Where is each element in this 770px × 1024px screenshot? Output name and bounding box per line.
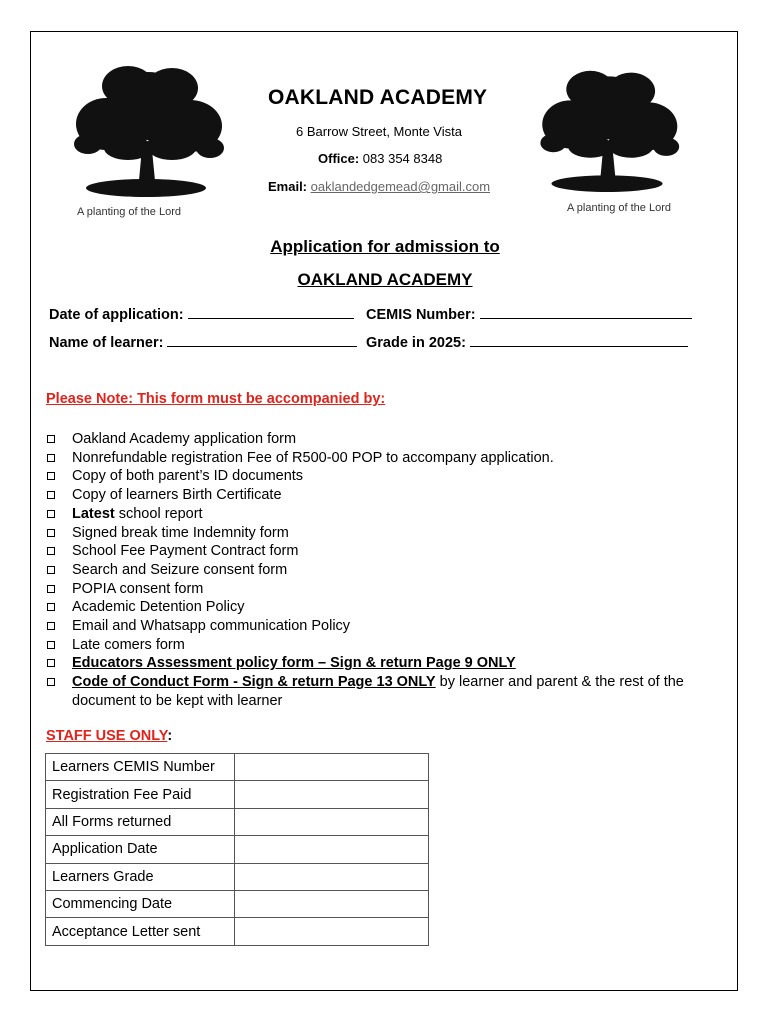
email-link[interactable]: oaklandedgemead@gmail.com	[310, 179, 491, 194]
table-row-value[interactable]	[235, 918, 429, 945]
table-row-value[interactable]	[235, 890, 429, 917]
checklist-item	[47, 505, 727, 524]
table-row	[46, 863, 429, 890]
school-name: OAKLAND ACADEMY	[268, 86, 488, 109]
checkbox-icon[interactable]	[47, 622, 55, 630]
form-title-line2: OAKLAND ACADEMY	[297, 270, 473, 289]
checklist-item	[47, 654, 727, 673]
checkbox-icon[interactable]	[47, 435, 55, 443]
table-row-value[interactable]	[235, 754, 429, 781]
checkbox-icon[interactable]	[47, 491, 55, 499]
table-row-value[interactable]	[235, 863, 429, 890]
staff-use-table	[45, 753, 429, 946]
checkbox-icon[interactable]	[47, 510, 55, 518]
checkbox-icon[interactable]	[47, 472, 55, 480]
date-of-application-field[interactable]	[188, 304, 354, 319]
date-of-application-label: Date of application:	[49, 307, 184, 323]
checklist-item-label: Oakland Academy application form	[72, 431, 297, 447]
checkbox-icon[interactable]	[47, 585, 55, 593]
school-address: 6 Barrow Street, Monte Vista	[296, 124, 462, 139]
requirements-checklist	[47, 430, 727, 711]
table-row	[46, 808, 429, 835]
checklist-item-emphasis: Code of Conduct Form - Sign & return Page 13 ONLY	[72, 674, 436, 691]
checkbox-icon[interactable]	[47, 566, 55, 574]
checklist-item	[47, 598, 727, 617]
staff-use-heading	[46, 728, 172, 744]
oak-tree-logo-left	[68, 56, 228, 204]
checkbox-icon[interactable]	[47, 529, 55, 537]
grade-field[interactable]	[470, 332, 688, 347]
checklist-item-label: POPIA consent form	[72, 580, 204, 597]
cemis-number-label: CEMIS Number:	[366, 307, 476, 323]
checklist-item	[47, 673, 727, 710]
staff-use-label: STAFF USE ONLY	[46, 728, 168, 744]
checkbox-icon[interactable]	[47, 454, 55, 462]
name-of-learner-label: Name of learner:	[49, 335, 164, 351]
staff-use-colon: :	[167, 728, 173, 744]
checkbox-icon[interactable]	[47, 547, 55, 555]
table-row	[46, 918, 429, 945]
checkbox-icon[interactable]	[47, 659, 55, 667]
checklist-item-label: Signed break time Indemnity form	[72, 524, 289, 541]
checkbox-icon[interactable]	[47, 678, 55, 686]
checklist-item-label: School Fee Payment Contract form	[72, 543, 299, 560]
checklist-item	[47, 524, 727, 543]
office-phone: 083 354 8348	[362, 151, 443, 166]
checklist-item-label: Email and Whatsapp communication Policy	[72, 618, 351, 635]
oak-tree-logo-right	[533, 60, 681, 200]
checklist-item	[47, 430, 727, 449]
checklist-item	[47, 542, 727, 561]
table-row-label: Commencing Date	[46, 890, 235, 917]
email-line	[268, 179, 490, 194]
table-row-label: All Forms returned	[46, 808, 235, 835]
email-label: Email:	[268, 179, 308, 194]
checkbox-icon[interactable]	[47, 603, 55, 611]
grade-row	[366, 332, 688, 351]
table-row-value[interactable]	[235, 781, 429, 808]
checklist-item-emphasis: Latest	[72, 505, 115, 522]
motto-right: A planting of the Lord	[567, 202, 671, 214]
cemis-number-row	[366, 304, 692, 323]
cemis-number-field[interactable]	[480, 304, 692, 319]
checklist-item-label: Late comers form	[72, 636, 185, 653]
name-of-learner-row	[49, 332, 357, 351]
table-row-label: Application Date	[46, 836, 235, 863]
checklist-item-label: school report	[114, 505, 203, 522]
checklist-item-label: Academic Detention Policy	[72, 599, 245, 616]
name-of-learner-field[interactable]	[167, 332, 357, 347]
table-row-label: Learners CEMIS Number	[46, 754, 235, 781]
table-row	[46, 754, 429, 781]
table-row-label: Acceptance Letter sent	[46, 918, 235, 945]
date-of-application-row	[49, 304, 354, 323]
checklist-item	[47, 617, 727, 636]
checklist-item-label: Copy of both parent’s ID documents	[72, 468, 304, 485]
grade-label: Grade in 2025:	[366, 335, 466, 351]
motto-left: A planting of the Lord	[77, 206, 181, 218]
checklist-item	[47, 467, 727, 486]
checklist-item-label: Nonrefundable registration Fee of R500-00 POP to accompany application.	[72, 449, 554, 466]
checklist-item	[47, 636, 727, 655]
office-line	[318, 151, 442, 166]
office-label: Office:	[318, 151, 360, 166]
table-row-value[interactable]	[235, 808, 429, 835]
checkbox-icon[interactable]	[47, 641, 55, 649]
checklist-item	[47, 486, 727, 505]
table-row-label: Registration Fee Paid	[46, 781, 235, 808]
checklist-item	[47, 580, 727, 599]
checklist-item	[47, 449, 727, 468]
table-row-label: Learners Grade	[46, 863, 235, 890]
table-row	[46, 836, 429, 863]
checklist-item	[47, 561, 727, 580]
checklist-item-label: Copy of learners Birth Certificate	[72, 487, 282, 504]
checklist-item-emphasis: Educators Assessment policy form – Sign & return Page 9 ONLY	[72, 655, 516, 672]
form-title-line1: Application for admission to	[270, 237, 500, 256]
checklist-item-label: by learner and parent & the rest of the document to be kept with learner	[72, 674, 684, 709]
checklist-item-label: Search and Seizure consent form	[72, 561, 288, 578]
table-row	[46, 890, 429, 917]
table-row	[46, 781, 429, 808]
table-row-value[interactable]	[235, 836, 429, 863]
please-note: Please Note: This form must be accompanied by:	[46, 391, 386, 407]
